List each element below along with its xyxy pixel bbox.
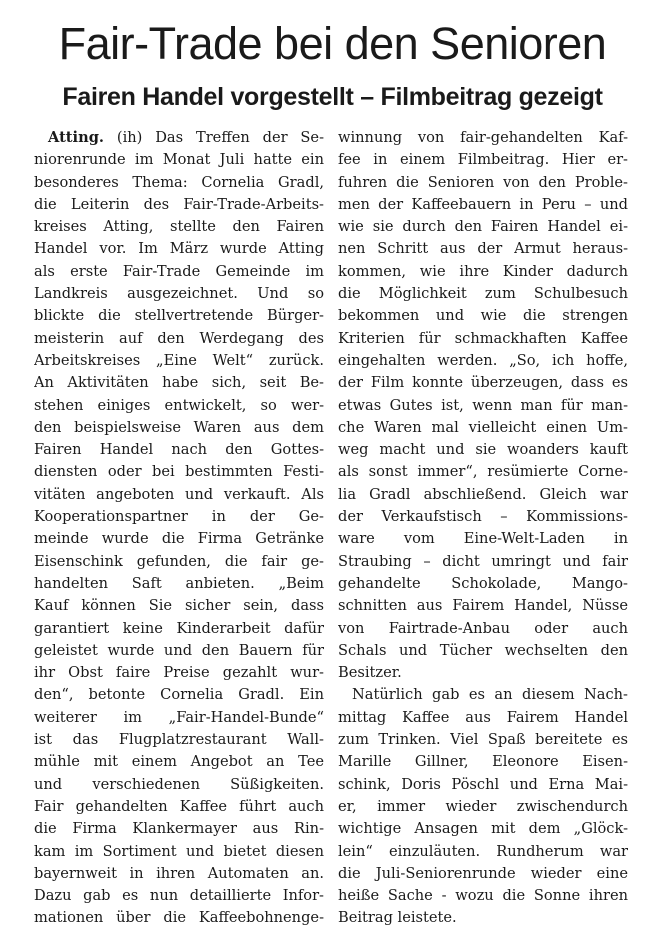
text-line: blickte die stellvertretende Bürger- xyxy=(34,307,324,325)
text-line: die Leiterin des Fair-Trade-Arbeits- xyxy=(34,195,324,213)
text-line: fee in einem Filmbeitrag. Hier er- xyxy=(338,151,628,169)
text-line: geleistet wurde und den Bauern für xyxy=(34,641,324,659)
text-line: als erste Fair-Trade Gemeinde im xyxy=(34,262,324,280)
text-line: der Verkaufstisch – Kommissions- xyxy=(338,508,628,526)
text-line: zum Trinken. Viel Spaß bereitete es xyxy=(338,731,628,749)
text-line: bayernweit in ihren Automaten an. xyxy=(34,864,324,882)
text-line: wie sie durch den Fairen Handel ei- xyxy=(338,218,628,236)
text-line: che Waren mal vielleicht einen Um- xyxy=(338,418,628,436)
text-line: Landkreis ausgezeichnet. Und so xyxy=(34,285,324,303)
text-line: Straubing – dicht umringt und fair xyxy=(338,552,628,570)
text-line: heiße Sache - wozu die Sonne ihren xyxy=(338,887,628,905)
text-line xyxy=(34,127,324,149)
dateline: Atting. xyxy=(48,129,104,146)
text-line: Besitzer. xyxy=(338,664,402,682)
text-line: kam im Sortiment und bietet diesen xyxy=(34,842,324,860)
text-line: mittag Kaffee aus Fairem Handel xyxy=(338,708,628,726)
text-line: niorenrunde im Monat Juli hatte ein xyxy=(34,151,324,169)
text-line: weg macht und sie woanders kauft xyxy=(338,441,628,459)
text-line: garantiert keine Kinderarbeit dafür xyxy=(34,619,324,637)
text-line: eingehalten werden. „So, ich hoffe, xyxy=(338,351,628,369)
text-line: Arbeitskreises „Eine Welt“ zurück. xyxy=(34,351,324,369)
text-line: Schals und Tücher wechselten den xyxy=(338,641,628,659)
text-line: Fairen Handel nach den Gottes- xyxy=(34,441,324,459)
text-line: er, immer wieder zwischendurch xyxy=(338,797,628,815)
text-line: von Fairtrade-Anbau oder auch xyxy=(338,619,628,637)
text-line: handelten Saft anbieten. „Beim xyxy=(34,574,324,592)
text-line: weiterer im „Fair-Handel-Bunde“ xyxy=(34,708,324,726)
text-line-rest: (ih) Das Treffen der Se- xyxy=(104,129,324,146)
text-line: bekommen und wie die strengen xyxy=(338,307,628,325)
text-line: Kriterien für schmackhaften Kaffee xyxy=(338,329,628,347)
text-line: men der Kaffeebauern in Peru – und xyxy=(338,195,628,213)
text-line: Kooperationspartner in der Ge- xyxy=(34,508,324,526)
text-line: besonderes Thema: Cornelia Gradl, xyxy=(34,173,324,191)
column-right xyxy=(338,127,628,930)
text-line: Dazu gab es nun detaillierte Infor- xyxy=(34,887,324,905)
text-line: Beitrag leistete. xyxy=(338,909,457,927)
text-line: kommen, wie ihre Kinder dadurch xyxy=(338,262,628,280)
article-body xyxy=(34,127,631,930)
text-line: ware vom Eine-Welt-Laden in xyxy=(338,530,628,548)
text-line: mationen über die Kaffeebohnenge- xyxy=(34,909,324,927)
text-line: meisterin auf den Werdegang des xyxy=(34,329,324,347)
column-left xyxy=(34,127,324,930)
text-line: kreises Atting, stellte den Fairen xyxy=(34,218,324,236)
text-line: ist das Flugplatzrestaurant Wall- xyxy=(34,731,324,749)
text-line: den“, betonte Cornelia Gradl. Ein xyxy=(34,686,324,704)
text-line: die Firma Klankermayer aus Rin- xyxy=(34,820,324,838)
text-line: ihr Obst faire Preise gezahlt wur- xyxy=(34,664,324,682)
text-line: Kauf können Sie sicher sein, dass xyxy=(34,597,324,615)
text-line: vitäten angeboten und verkauft. Als xyxy=(34,485,324,503)
text-line: den beispielsweise Waren aus dem xyxy=(34,418,324,436)
text-line: schink, Doris Pöschl und Erna Mai- xyxy=(338,775,628,793)
headline: Fair-Trade bei den Senioren xyxy=(58,18,607,69)
text-line: gehandelte Schokolade, Mango- xyxy=(338,574,628,592)
subheadline: Fairen Handel vorgestellt – Filmbeitrag gezeigt xyxy=(62,83,603,111)
text-line: schnitten aus Fairem Handel, Nüsse xyxy=(338,597,628,615)
text-line: lein“ einzuläuten. Rundherum war xyxy=(338,842,628,860)
text-line: Marille Gillner, Eleonore Eisen- xyxy=(338,753,628,771)
text-line: nen Schritt aus der Armut heraus- xyxy=(338,240,628,258)
text-line: Eisenschink gefunden, die fair ge- xyxy=(34,552,324,570)
text-line: als sonst immer“, resümierte Corne- xyxy=(338,463,628,481)
text-line: Natürlich gab es an diesem Nach- xyxy=(352,686,628,704)
text-line: meinde wurde die Firma Getränke xyxy=(34,530,324,548)
text-line: der Film konnte überzeugen, dass es xyxy=(338,374,628,392)
text-line: lia Gradl abschließend. Gleich war xyxy=(338,485,628,503)
text-line: mühle mit einem Angebot an Tee xyxy=(34,753,324,771)
text-line: etwas Gutes ist, wenn man für man- xyxy=(338,396,628,414)
text-line: fuhren die Senioren von den Proble- xyxy=(338,173,628,191)
text-line: Fair gehandelten Kaffee führt auch xyxy=(34,797,324,815)
text-line: winnung von fair-gehandelten Kaf- xyxy=(338,129,628,146)
text-line: An Aktivitäten habe sich, seit Be- xyxy=(34,374,324,392)
text-line: die Juli-Seniorenrunde wieder eine xyxy=(338,864,628,882)
text-line: diensten oder bei bestimmten Festi- xyxy=(34,463,324,481)
text-line: und verschiedenen Süßigkeiten. xyxy=(34,775,324,793)
text-line: die Möglichkeit zum Schulbesuch xyxy=(338,285,628,303)
text-line: Handel vor. Im März wurde Atting xyxy=(34,240,324,258)
text-line: wichtige Ansagen mit dem „Glöck- xyxy=(338,820,628,838)
text-line: stehen einiges entwickelt, so wer- xyxy=(34,396,324,414)
